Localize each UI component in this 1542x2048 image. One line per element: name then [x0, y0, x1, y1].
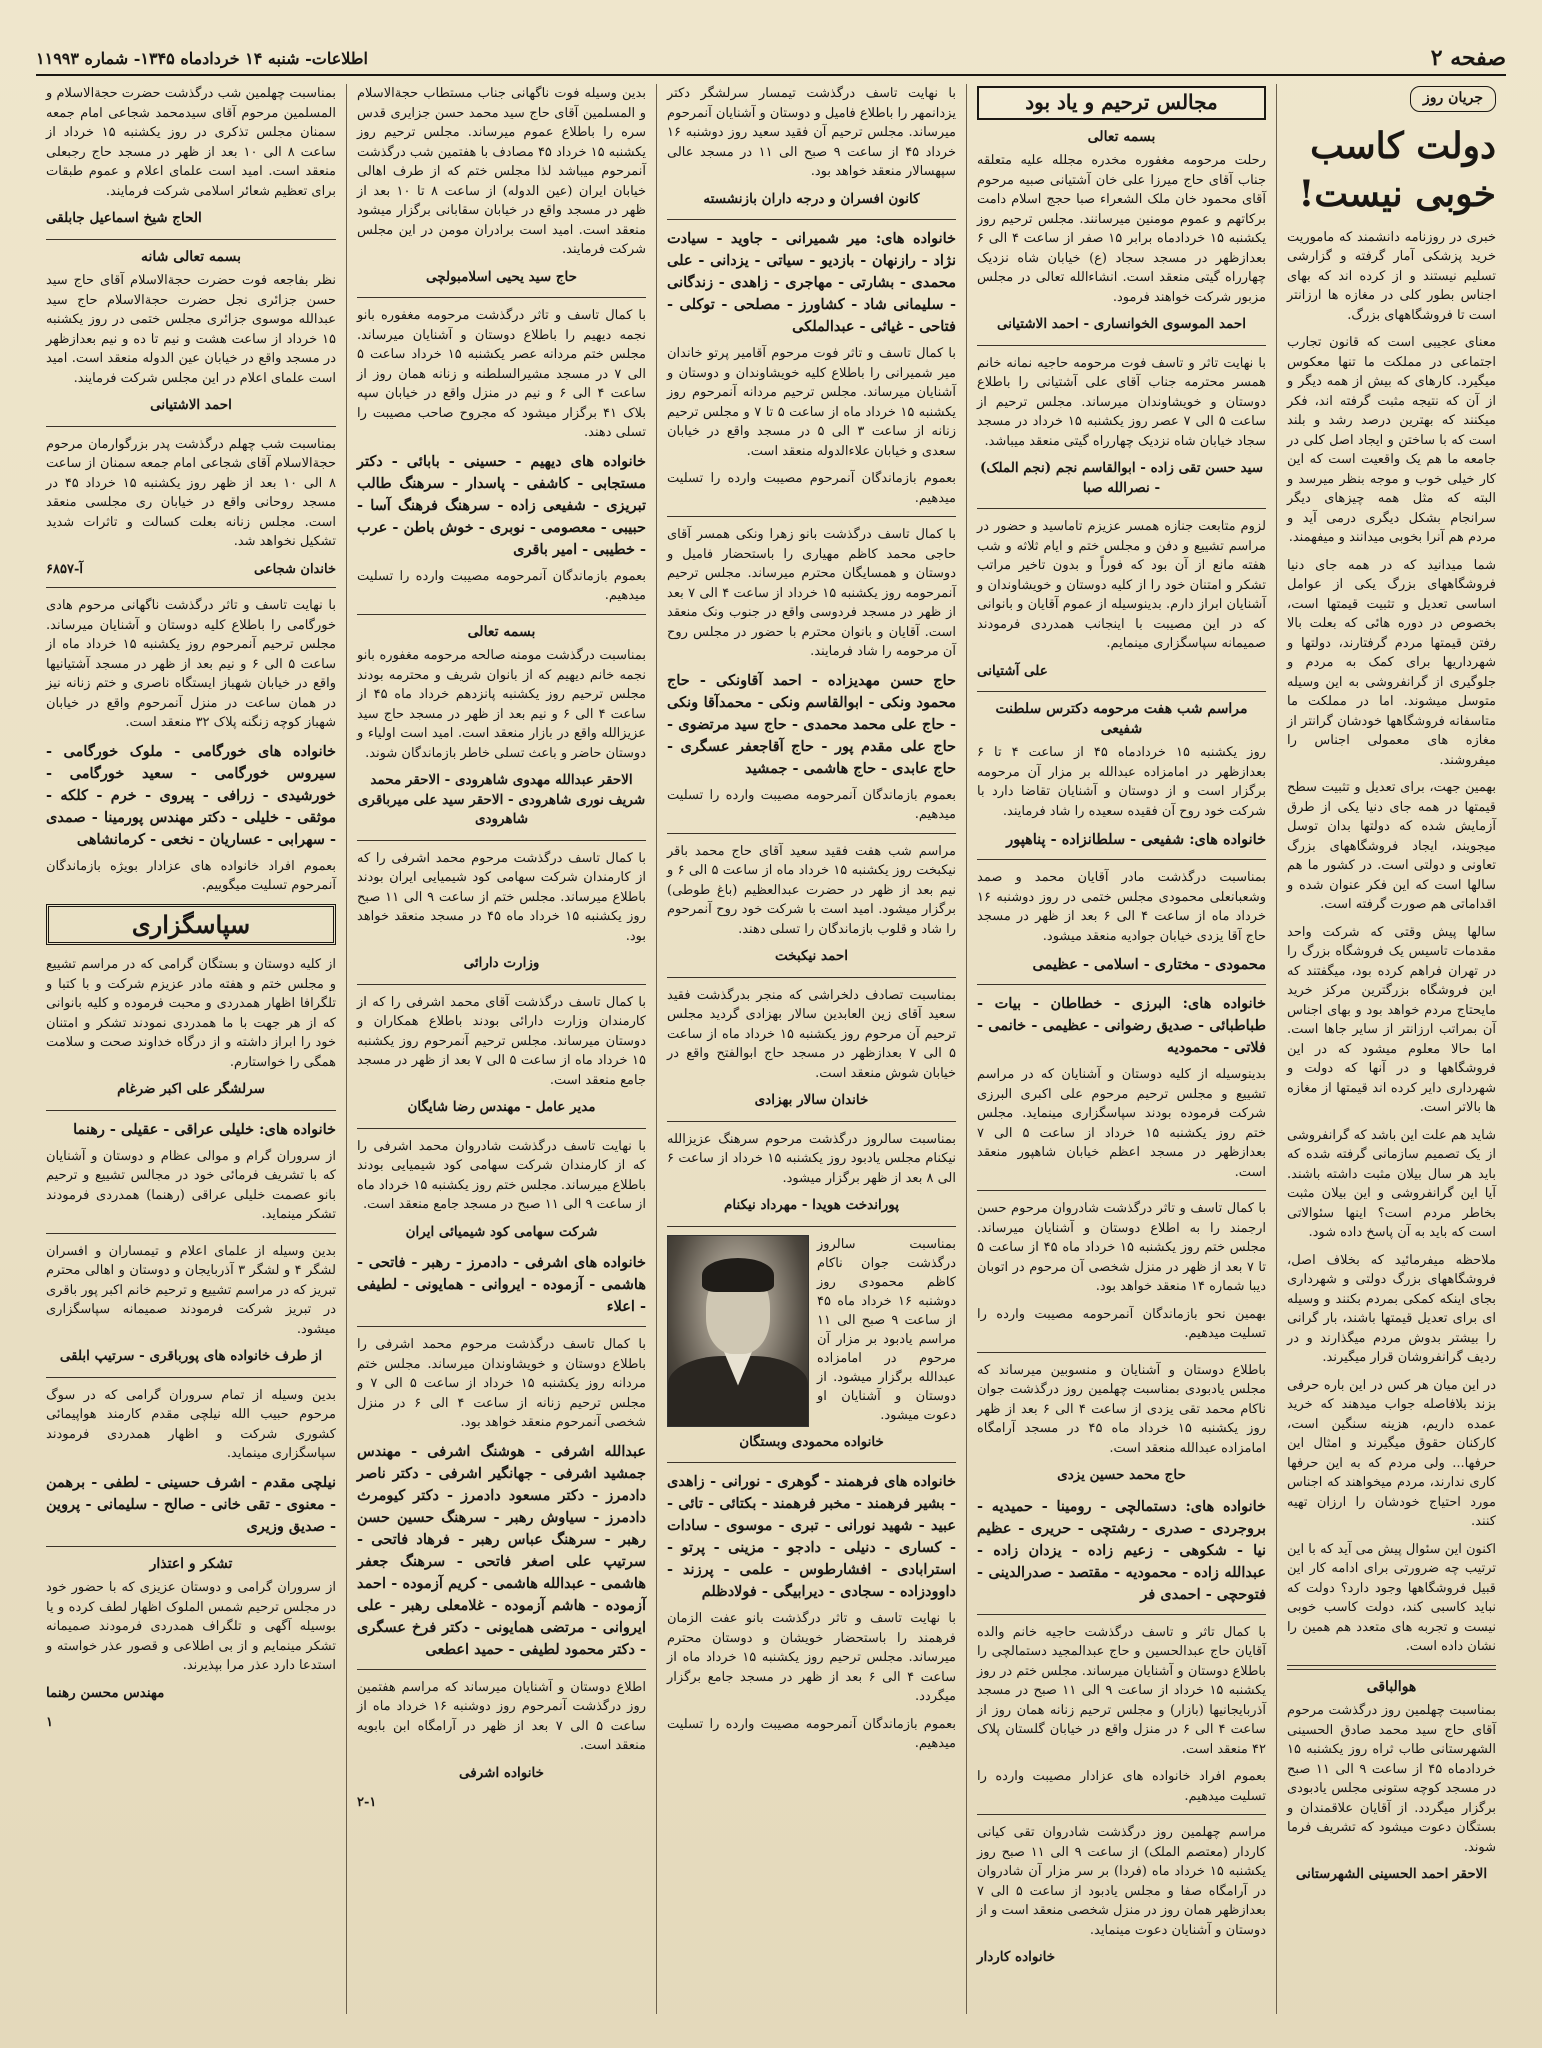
photo-hair-shape — [702, 1258, 774, 1292]
notice-paragraph: روز یکشنبه ۱۵ خردادماه ۴۵ از ساعت ۴ تا ۶ بعدازظهر در امامزاده عبدالله بر مزار آن مرحومه برگزار است و از دوستان و آشنایان تقاضا دارد با شرکت خود روح آن فقیده سعیده را شاد فرمایند. — [977, 745, 1267, 819]
memorial-photo-notice — [667, 1235, 956, 1427]
editorial-paragraph: ملاحظه میفرمائید که بخلاف اصل، فروشگاههای بزرگ دولتی و شهرداری بجای اینکه کمکی بمردم بکنند و وسیله ای برای تعدیل قیمتها باشند، بار گرانی را بیشتر بدوش مردم میگذارند و در ردیف گرانفروشان قرار میگیرند. — [1287, 1252, 1496, 1365]
signature-row — [46, 560, 336, 580]
divider — [357, 1669, 646, 1670]
notice-signature: مدیر عامل - مهندس رضا شایگان — [407, 1099, 596, 1115]
notice-paragraph: با کمال تاسف و تاثر درگذشت مرحومه مغفوره بانو نجمه دیهیم را باطلاع دوستان و آشنایان میرساند. مجلس ختم مردانه عصر یکشنبه ۱۵ خرداد ساعت ۵ الی ۷ در مسجد مشیرالسلطنه و زنانه همان روز از ساعت ۴ الی ۶ و نیم در منزل واقع در خیابان سپه بلاک ۴۱ برگزار میشود که مجروح صاحب مصیبت را تسلی دهند. — [357, 308, 646, 440]
notice-signature: خاندان سالار بهزادی — [754, 1092, 869, 1108]
portrait-photo — [667, 1235, 809, 1427]
notice-paragraph: بدین وسیله از تمام سروران گرامی که در سوگ مرحوم حبیب الله نیلچی مقدم کارمند هواپیمائی کشوری شرکت و اظهار همدردی فرمودند سپاسگزاری مینماید. — [46, 1387, 336, 1461]
notice-paragraph: با کمال تاسف درگذشت آقای محمد اشرفی را که از کارمندان وزارت دارائی بودند باطلاع همکاران و دوستان میرساند. مجلس ترحیم آنمرحوم روز یکشنبه ۱۵ خرداد ماه از ساعت ۵ الی ۷ بعد از ظهر در مسجد جامع منعقد است. — [357, 994, 646, 1088]
notice-signature: سرلشگر علی اکبر ضرغام — [117, 1081, 265, 1097]
notice-signature: مهندس محسن رهنما — [46, 1684, 165, 1701]
column-memorials-1 — [966, 84, 1276, 2014]
divider — [667, 977, 956, 978]
editorial-paragraph: در این میان هر کس در این باره حرفی بزند بلافاصله جواب میدهند که خرید عمده داریم، هزینه سنگین است، کارکنان حقوق میگیرند و امثال این حرفها... ولی مردم که به این حرفها کاری ندارند، مردم میخواهند که اجناس مورد احتیاج خودشان را ارزان تهیه کنند. — [1287, 1377, 1496, 1529]
notice-paragraph: بدین وسیله از علمای اعلام و تیمساران و افسران لشگر ۴ و لشگر ۳ آذربایجان و دوستان و اهالی محترم تبریز که در مراسم تشییع و ترحیم خانم اکبر پور باقری در تبریز شرکت فرمودند صمیمانه سپاسگزاری میشود. — [46, 1243, 336, 1337]
family-list: خانواده های فرهمند - گوهری - نورانی - زاهدی - بشیر فرهمند - مخبر فرهمند - بکتائی - تائی - عبید - شهید نورانی - تبری - موسوی - سادات - کساری - دنیلی - دادجو - مزینی - پرتو - استرابادی - افشارطوس - علمی - پرزند - داوودزاده - سجادی - دیرابیگی - فولادظلم — [667, 1473, 956, 1600]
notice-signature: خاندان شجاعی — [254, 561, 336, 577]
notice-paragraph: بمناسبت شب چهلم درگذشت پدر بزرگوارمان مرحوم حجةالاسلام آقای شجاعی امام جمعه سمنان از ساعت ۸ الی ۱۰ بعد از ظهر روز یکشنبه ۱۵ خرداد ۴۵ در مسجد روحانی واقع در خیابان ری مجلسی منعقد است. مجلس زنانه بعلت کسالت و تاثرات شدید تشکیل نخواهد شد. — [46, 436, 337, 549]
notice-paragraph: بمناسبت درگذشت مومنه صالحه مرحومه مغفوره بانو نجمه خانم دیهیم که از بانوان شریف و محترمه بودند مجلس ترحیم روز یکشنبه پانزدهم خرداد ماه ۴۵ از ساعت ۴ الی ۶ و نیم بعد از ظهر در مسجد حاج سید عزیزالله واقع در بازار منعقد است. امید است اولیاء و دوستان حاضر و باعث تسلی خاطر بازماندگان شوند. — [357, 648, 647, 761]
notice-paragraph: از سروران گرامی و دوستان عزیزی که با حضور خود در مجلس ترحیم شمس الملوک اظهار لطف کرده و یا بوسیله آگهی و تلگراف همدردی فرمودند صمیمانه تشکر مینمایم و از بی اطلاعی و قصور عذر خواسته و استدعا دارد عذر مرا بپذیرند. — [46, 1580, 336, 1673]
editorial-title-line-1: دولت کاسب — [1310, 124, 1496, 167]
notice-signature: الحاج شیخ اسماعیل جابلقی — [46, 210, 202, 226]
family-list: محمودی - مختاری - اسلامی - عظیمی — [1032, 956, 1266, 973]
notice-heading: مراسم شب هفت مرحومه دکترس سلطنت شفیعی — [995, 701, 1248, 737]
notice-paragraph: بعموم بازماندگان آنمرحوم مصیبت وارده را تسلیت میدهیم. — [667, 471, 956, 506]
notice-paragraph: مراسم چهلمین روز درگذشت شادروان تقی کیانی کاردار (معتصم الملک) از ساعت ۹ الی ۱۱ صبح روز یکشنبه ۱۵ خرداد ماه (فردا) بر سر مزار آن شادروان در آرامگاه صفا و مجلس یادبود از ساعت ۵ الی ۷ بعدازظهر همان روز در منزل شخصی منعقد است و از دوستان و آشنایان دعوت مینماید. — [977, 1825, 1266, 1938]
notice-paragraph: با کمال تاسف درگذشت بانو زهرا ونکی همسر آقای حاجی محمد کاظم مهیاری را باستحضار فامیل و دوستان و همسایگان محترم میرساند. مجلس ترحیم آنمرحومه روز یکشنبه ۱۵ خرداد از ساعت ۴ الی ۷ بعد از ظهر در مسجد فردوسی واقع در جنوب ونک منعقد است. آقایان و بانوان محترم با حضور در مجلس روح آن مرحومه را شاد فرمایند. — [667, 527, 956, 659]
divider — [46, 1546, 336, 1547]
divider — [667, 516, 956, 517]
divider — [1287, 1665, 1496, 1670]
editorial-paragraph: شاید هم علت این باشد که گرانفروشی از یک تصمیم سازمانی گرفته شده که باید هر سال بیلان مثبت داشته باشند. آیا این گرانفروشی و این بیلان مثبت بخاطر مردم است؟ اینها سئوالاتی است که باید به آن پاسخ داده شود. — [1287, 1127, 1496, 1240]
notice-signature: حاج سید یحیی اسلامبولچی — [425, 268, 578, 285]
notice-paragraph: بدین وسیله فوت ناگهانی جناب مستطاب حجةالاسلام و المسلمین آقای حاج سید محمد حسن جزایری قدس سره را باطلاع عموم میرساند. مجلس ترحیم روز یکشنبه ۱۵ خرداد ۴۵ مصادف با هفتمین شب درگذشت آنمرحوم میباشد لذا مجلس ختم که از طرف اهالی خیابان ایران (عین الدوله) از ساعت ۸ تا ۱۰ بعد از ظهر در مسجد واقع در خیابان سقابانی برگزار میشود منعقد است. امید است برادران مومن در این مجلس شرکت فرمایند. — [357, 86, 647, 257]
editorial-title-line-2: خوبی نیست! — [1298, 172, 1496, 215]
divider — [667, 1462, 956, 1463]
divider — [357, 840, 646, 841]
divider — [667, 833, 956, 834]
divider — [977, 859, 1266, 860]
notice-signature: خانواده محمودی وبستگان — [739, 1433, 884, 1450]
notice-paragraph: با نهایت تاسف و تاثر درگذشت بانو عفت الزمان فرهمند را باستحضار خویشان و دوستان محترم میرساند. مجلس ترحیم روز یکشنبه ۱۵ خرداد ماه از ساعت ۴ الی ۶ بعد از ظهر در مسجد جامع برگزار میگردد. — [667, 1611, 957, 1704]
family-list: خانواده های دیهیم - حسینی - بابائی - دکتر مستجابی - کاشفی - پاسدار - سرهنگ طالب تبریزی - شفیعی زاده - سرهنگ فرهنگ آسا - حبیبی - معصومی - نوبری - خوش باطن - عرب - خطیبی - امیر باقری — [357, 452, 646, 558]
editorial-paragraph: سالها پیش وقتی که شرکت واحد مقدمات تاسیس یک فروشگاه بزرگ را در تهران فراهم کرده بود، میگفتند که این فروشگاه بزرگترین مرکز خرید مایحتاج مردم خواهد بود و بهای اجناس آن بمراتب ارزانتر از سایر جاها است. اما حالا معلوم میشود که در این فروشگاهها و در آنها که دولت و شهرداری دایر کرده اند قیمتها از مغازه ها بالاتر است. — [1287, 924, 1496, 1115]
editorial-title — [1287, 122, 1496, 218]
editorial-paragraph: بهمین جهت، برای تعدیل و تثبیت سطح قیمتها در همه جای دنیا یکی از طرق آزمایش شده که دولتها بدان توسل میجویند، ایجاد فروشگاههای بزرگ تعاونی و دولتی است. در کشور ما هم سالها است که این فکر عنوان شده و اقداماتی هم صورت گرفته است. — [1287, 780, 1496, 912]
divider — [357, 984, 646, 985]
section-tag: جریان روز — [1410, 86, 1496, 112]
notice-signature: خانواده اشرفی — [459, 1764, 544, 1781]
divider — [357, 1326, 646, 1327]
divider — [46, 587, 336, 588]
divider — [977, 1190, 1266, 1191]
notice-paragraph: باطلاع دوستان و آشنایان و منسوبین میرساند که مجلس یادبودی بمناسبت چهلمین روز درگذشت جوان ناکام محمد تقی یزدی از ساعت ۴ الی ۶ بعد از ظهر روز یکشنبه ۱۵ خرداد ماه ۴۵ در مسجد آرامگاه امامزاده عبدالله منعقد است. — [977, 1362, 1267, 1456]
notice-signature: احمد الموسوی الخوانساری - احمد الاشتیانی — [997, 316, 1246, 332]
family-list: خانواده های خورگامی - ملوک خورگامی - سیروس خورگامی - سعید خورگامی - خورشیدی - زرافی - پیروی - خرم - کلکه - موثقی - خلیلی - دکتر مهندس پورمینا - صمدی - سهرابی - عساریان - نخعی - کرمانشاهی — [46, 742, 336, 848]
divider — [46, 1110, 336, 1111]
family-list: خانواده های: البرزی - خطاطان - بیات - طباطبائی - صدیق رضوانی - عظیمی - خانمی - فلاتی - محمودیه — [977, 995, 1266, 1056]
family-list: خانواده های: دستمالچی - رومینا - حمیدیه - بروجردی - صدری - رشتچی - حریری - عظیم نیا - شکوهی - زعیم زاده - یزدان زاده - عبدالله زاده - محمودیه - مقتصد - صدرالدینی - فتوحچی - احمدی فر — [977, 1497, 1266, 1603]
divider — [357, 297, 646, 298]
notice-paragraph: بمناسبت چهلمین شب درگذشت حضرت حجةالاسلام و المسلمین مرحوم آقای سیدمحمد شجاعی امام جمعه سمنان مجلس تذکری در روز یکشنبه ۱۵ خرداد از ساعت ۸ الی ۱۰ بعد از ظهر در مسجد حاج رجبعلی منعقد است. امید است علمای اعلام و عموم طبقات برای تعظیم شعائر اسلامی شرکت فرمایند. — [46, 86, 336, 199]
notice-signature: احمد الاشتیانی — [150, 397, 232, 413]
notice-signature: سید حسن تقی زاده - ابوالقاسم نجم (نجم الملک) - نصرالله صبا — [979, 460, 1264, 496]
divider — [46, 1377, 336, 1378]
notice-heading: هوالباقی — [1366, 1678, 1417, 1695]
ad-code: ۲-۱ — [357, 1795, 377, 1810]
divider — [977, 508, 1266, 509]
notice-signature: شرکت سهامی کود شیمیائی ایران — [405, 1223, 598, 1240]
notice-paragraph: با کمال تاسف و تاثر درگذشت شادروان مرحوم حسن ارجمند را به اطلاع دوستان و آشنایان میرساند. مجلس ختم روز یکشنبه ۱۵ خرداد ماه ۴۵ از ساعت ۵ تا ۷ بعد از ظهر در منزل شخصی آن مرحوم در اتوبان دیبا شماره ۱۴ منعقد خواهد بود. — [977, 1201, 1266, 1294]
column-editorial — [1276, 84, 1506, 2014]
notice-signature: خانواده کاردار — [977, 1949, 1056, 1965]
page-number: صفحه ۲ — [1430, 45, 1506, 71]
notice-paragraph: با کمال تاسف و تاثر فوت مرحوم آقامیر پرتو خاندان میر شمیرانی را باطلاع کلیه خویشاوندان و دوستان و آشنایان میرساند. مجلس ترحیم مردانه آنمرحوم روز یکشنبه ۱۵ خرداد ماه از ساعت ۵ تا ۷ و مجلس ترحیم زنانه از ساعت ۳ الی ۵ در مسجد واقع در خیابان سعدی و خیابان علاءالدوله منعقد است. — [667, 346, 957, 459]
columns — [36, 84, 1506, 2014]
photo-caption: بمناسبت سالروز درگذشت جوان ناکام کاظم محمودی روز دوشنبه ۱۶ خرداد ماه ۴۵ از ساعت ۹ صبح الی ۱۱ مراسم یادبود بر مزار آن مرحوم در امامزاده عبدالله برگزار میشود. از دوستان و آشنایان او دعوت میشود. — [817, 1236, 956, 1423]
family-list: حاج حسن مهدیزاده - احمد آقاونکی - حاج محمود ونکی - ابوالقاسم ونکی - محمدآقا ونکی - حاج علی محمد محمدی - حاج سید مرتضوی - حاج علی مقدم پور - حاج آقاجعفر عسگری - حاج عابدی - حاج هاشمی - جمشید — [667, 671, 956, 777]
divider — [977, 1814, 1266, 1815]
notice-paragraph: بهمین نحو بازماندگان آنمرحومه مصیبت وارده را تسلیت میدهیم. — [977, 1306, 1266, 1341]
notice-paragraph: رحلت مرحومه مغفوره مخدره مجلله علیه متعلقه جناب آقای حاج میرزا علی خان آشتیانی صبیه مرحوم آقای محمود خان ملک الشعراء صبا حجج اسلام دامت برکاتهم و عموم مومنین میرسانند. مجلس ترحیم روز یکشنبه ۱۵ خردادماه برابر ۱۵ صفر از ساعت ۴ الی ۶ بعدازظهر در مسجد سجاد (ع) خیابان شاه نزدیک چهارراه گیتی منعقد است. انشاءالله تعالی در مجلس مزبور شرکت خواهند فرمود. — [977, 153, 1266, 305]
notice-signature: الاحقر عبدالله مهدوی شاهرودی - الاحقر محمد شریف نوری شاهرودی - الاحقر سید علی میرباقری شاهرودی — [357, 772, 646, 827]
notice-paragraph: بعموم افراد خانواده های عزادار مصیبت وارده را تسلیت میدهیم. — [977, 1769, 1266, 1804]
notice-signature: پوراندخت هویدا - مهرداد نیکنام — [723, 1197, 900, 1213]
divider — [977, 1614, 1266, 1615]
notice-paragraph: نظر بفاجعه فوت حضرت حجةالاسلام آقای حاج سید حسن جزائری نجل حضرت حجةالاسلام حاج سید عبدالله موسوی جزائری مجلس ختمی در روز یکشنبه ۱۵ خرداد از ساعت هشت و نیم تا ده و نیم بعدازظهر در مسجد واقع در خیابان عین الدوله منعقد است. امید است علمای اعلام در این مجلس شرکت فرمایند. — [46, 273, 336, 386]
column-memorials-3 — [346, 84, 656, 2014]
divider — [667, 219, 956, 220]
notice-signature: کانون افسران و درجه داران بازنشسته — [703, 190, 920, 207]
divider — [977, 984, 1266, 985]
notice-paragraph: بعموم بازماندگان آنمرحومه مصیبت وارده را تسلیت میدهیم. — [667, 787, 956, 822]
editorial-paragraph: اکنون این سئوال پیش می آید که با این ترتیب چه ضرورتی برای ادامه کار این قبیل فروشگاهها وجود دارد؟ دولت که نباید کاسبی کند، دولت کاسب خوبی نیست و تجربه های متعدد هم همین را نشان داده است. — [1287, 1541, 1496, 1654]
family-list: عبدالله اشرفی - هوشنگ اشرفی - مهندس جمشید اشرفی - جهانگیر اشرفی - دکتر ناصر دادمرز - دکتر مسعود دادمرز - دکتر کیومرث دادمرز - سیاوش رهبر - سرهنگ حسین حسن رهبر - سرهنگ عباس رهبر - فرهاد فاتحی - سرتیپ علی اصغر فاتحی - سرهنگ جعفر هاشمی - عبدالله هاشمی - کریم آزموده - احمد آزموده - هاشم آزموده - غلامعلی رهبر - علی ایروانی - مرتضی همایونی - دکتر فرخ عسگری - دکتر محمود لطیفی - حمید اعطعی — [357, 1442, 646, 1658]
notice-paragraph: بمناسبت درگذشت مادر آقایان محمد و صمد وشعبانعلی محمودی مجلس ختمی در روز دوشنبه ۱۶ خرداد ماه از ساعت ۴ الی ۶ بعد از ظهر در مسجد حاج آقا یزدی خیابان جوادیه منعقد میشود. — [977, 870, 1266, 944]
editorial-paragraph: خبری در روزنامه دانشمند که ماموریت خرید پزشکی آمار گرفته و گزارشی تسلیم نیستند و از کرده اند که بهای اجناس بطور کلی در مغازه ها ارزانتر است تا فروشگاههای بزرگ. — [1287, 229, 1496, 323]
notice-signature: حاج محمد حسین یزدی — [1057, 1467, 1186, 1483]
thanks-banner: سپاسگزاری — [46, 904, 336, 946]
notice-paragraph: با کمال تاسف درگذشت مرحوم محمد اشرفی را باطلاع دوستان و خویشاوندان میرساند. مجلس ختم مردانه روز یکشنبه ۱۵ خرداد از ساعت ۵ الی ۷ و مجلس ترحیم زنانه از ساعت ۴ الی ۶ در منزل شخصی آنمرحوم منعقد خواهد بود. — [357, 1337, 646, 1430]
memorials-banner: مجالس ترحیم و یاد بود — [977, 86, 1266, 120]
divider — [357, 614, 646, 615]
notice-paragraph: بمناسبت تصادف دلخراشی که منجر بدرگذشت فقید سعید آقای زین العابدین سالار بهزادی گردید مجلس ترحیم آن مرحوم روز یکشنبه ۱۵ خرداد ماه از ساعت ۵ الی ۷ بعدازظهر در مسجد حاج ابوالفتح واقع در خیابان شوش منعقد است. — [667, 987, 956, 1081]
notice-paragraph: با کمال تاثر و تاسف درگذشت حاجیه خانم والده آقایان حاج عبدالحسین و حاج عبدالمجید دستمالچی را باطلاع دوستان و آشنایان میرساند. مجلس ختم در روز یکشنبه ۱۵ خرداد از ساعت ۹ الی ۱۱ صبح در مسجد آذربایجانیها (بازار) و مجلس ترحیم زنانه همان روز از ساعت ۴ الی ۶ در منزل واقع در خیابان گلستان پلاک ۴۲ منعقد است. — [977, 1624, 1266, 1757]
ad-code: ۱ — [46, 1715, 53, 1730]
notice-paragraph: اطلاع دوستان و آشنایان میرساند که مراسم هفتمین روز درگذشت آنمرحوم روز دوشنبه ۱۶ خرداد ماه از ساعت ۵ الی ۷ بعد از ظهر در آرامگاه ابن بابویه منعقد است. — [357, 1679, 647, 1753]
family-list: خانواده های: خلیلی عراقی - عقیلی - رهنما — [73, 1120, 336, 1138]
notice-heading: بسمه تعالی — [467, 623, 536, 640]
page-header — [36, 42, 1506, 76]
divider — [357, 1128, 646, 1129]
divider — [46, 426, 336, 427]
divider — [667, 1121, 956, 1122]
notice-paragraph: لزوم متابعت جنازه همسر عزیزم تاماسید و حضور در مراسم تشییع و دفن و مجلس ختم و ایام ثلاثه و شب هفته مانع از آن بود که فوراً و بدون تاخیر مراتب تشکر و امتنان خود را از کلیه دوستان و خویشاوندان و آشنایان ابراز دارم. بدینوسیله از عموم آقایان و بانوانی که در این مصیبت با اینجانب همدردی فرمودند صمیمانه سپاسگزاری مینمایم. — [977, 519, 1266, 651]
column-memorials-2 — [656, 84, 966, 2014]
family-list: نیلچی مقدم - اشرف حسینی - لطفی - برهمن - معنوی - تقی خانی - صالح - سلیمانی - پروین - صدیق وزیری — [46, 1473, 336, 1535]
notice-signature: از طرف خانواده های پورباقری - سرتیپ ابلقی — [59, 1348, 323, 1364]
notice-paragraph: با نهایت تاسف درگذشت شادروان محمد اشرفی را که از کارمندان شرکت سهامی کود شیمیایی بودند باطلاع میرساند. مجلس ختم روز یکشنبه ۱۵ خرداد ماه از ساعت ۹ الی ۱۱ صبح در مسجد جامع منعقد است. — [357, 1138, 646, 1212]
notice-paragraph: بمناسبت چهلمین روز درگذشت مرحوم آقای حاج سید محمد صادق الحسینی الشهرستانی طاب ثراه روز یکشنبه ۱۵ خردادماه ۴۵ از ساعت ۹ الی ۱۱ صبح در مسجد کوچه ستونی مجلس یادبودی برگزار میگردد. از آقایان علاقمندان و بستگان دعوت میشود که تشریف فرما شوند. — [1287, 1703, 1496, 1855]
divider — [977, 345, 1266, 346]
notice-paragraph: با نهایت تاثر و تاسف فوت مرحومه حاجیه نمانه خانم همسر محترمه جناب آقای علی آشتیانی را باطلاع دوستان و خویشاوندان میرساند. مجلس ترحیم از ساعت ۵ الی ۷ عصر روز یکشنبه ۱۵ خرداد در مسجد سجاد خیابان شاه نزدیک چهارراه گیتی منعقد میباشد. — [977, 355, 1267, 449]
notice-paragraph: بدینوسیله از کلیه دوستان و آشنایان که در مراسم تشییع و مجلس ترحیم مرحوم علی اکبری البرزی شرکت فرموده بودند سپاسگزاری مینماید. مجلس ختم روز یکشنبه ۱۵ خرداد از ساعت ۵ الی ۷ بعدازظهر در مسجد اعظم خیابان شاهپور منعقد است. — [977, 1067, 1266, 1180]
notice-signature: وزارت دارائی — [463, 955, 540, 971]
family-list: خانواده های: شفیعی - سلطانزاده - پناهپور — [1006, 831, 1266, 848]
notice-paragraph: بعموم افراد خانواده های عزادار بویژه بازماندگان آنمرحوم تسلیت میگوییم. — [46, 858, 336, 893]
editorial-paragraph: شما میدانید که در همه جای دنیا فروشگاههای بزرگ یکی از عوامل اساسی تعدیل و تثبیت قیمتها است، بخصوص در دوره هائی که بعلت بالا رفتن قیمتها مردم گرفتارند، دولتها و شهرداریها برای کمک به مردم و جلوگیری از گرانفروشی به این وسیله متوسل میشوند. اما در مملکت ما متاسفانه فروشگاهها خودشان گرانتر از مغازه های معمولی اجناس را میفروشند. — [1287, 557, 1496, 768]
divider — [46, 239, 336, 240]
notice-paragraph: با کمال تاسف درگذشت مرحوم محمد اشرفی را که از کارمندان شرکت سهامی کود شیمیایی ایران بودند باطلاع میرساند. مجلس ختم از ساعت ۹ الی ۱۱ صبح روز یکشنبه ۱۵ خرداد ماه ۴۵ در مسجد منعقد خواهد بود. — [357, 850, 646, 944]
column-memorials-4 — [36, 84, 346, 2014]
divider — [46, 1233, 336, 1234]
notice-heading: تشکر و اعتذار — [149, 1555, 233, 1572]
notice-signature: احمد نیکبخت — [774, 948, 849, 964]
divider — [977, 1352, 1266, 1353]
notice-signature: علی آشتیانی — [977, 662, 1048, 679]
notice-signature: الاحقر احمد الحسینی الشهرستانی — [1295, 1866, 1488, 1882]
ad-code: آ-۶۸۵۷ — [46, 561, 83, 577]
family-list: خانواده های: میر شمیرانی - جاوید - سیادت نژاد - رازنهان - بازدیو - سیاتی - یزدانی - علی محمدی - بشارتی - مهاجری - زاهدی - زندگانی - سلیمانی شاد - کشاورز - مصلحی - توکلی - فتاحی - غیاثی - عبدالملکی — [667, 230, 956, 335]
notice-paragraph: بعموم بازماندگان آنمرحومه مصیبت وارده را تسلیت میدهیم. — [357, 568, 646, 603]
notice-paragraph: از سروران گرام و موالی عظام و دوستان و آشنایان که با تشریف فرمائی خود در مجالس تشییع و ترحیم بانو عصمت خلیلی عراقی (رهنما) همدردی فرمودند تشکر مینماید. — [46, 1148, 336, 1222]
notice-heading: بسمه تعالی — [1087, 128, 1156, 145]
editorial-paragraph: معنای عجیبی است که قانون تجارب اجتماعی در مملکت ما تنها معکوس میگیرد. کارهای که بیش از همه دیگر و از آن که نتیجه مثبت گرفته اند، فکر میکنند که بهترین درصد رشد و بلند است که با ساختن و ایجاد اصل کلی در جامعه ما هم یک واقعیت است که این کار خیلی خوب و موجه بنظر میرسد و البته که مثل همه چیزهای دیگر سرانجام بشکل دیگری درمی آید و مردم هم آنرا بخوبی میدانند و میفهمند. — [1287, 335, 1496, 545]
notice-paragraph: از کلیه دوستان و بستگان گرامی که در مراسم تشییع و مجلس ختم و هفته مادر عزیزم شرکت و با کتبا و تلگرافا اظهار همدردی و محبت فرموده و کلیه بانوانی که از هر جهت با ما همدردی نمودند تشکر و امتنان خود را ابراز داشته و از درگاه خداوند صحت و سلامت همگی را خواستارم. — [46, 957, 336, 1070]
notice-paragraph: بعموم بازماندگان آنمرحومه مصیبت وارده را تسلیت میدهیم. — [667, 1716, 956, 1751]
notice-paragraph: بمناسبت سالروز درگذشت مرحوم سرهنگ عزیزالله نیکنام مجلس یادبود روز یکشنبه ۱۵ خرداد از ساعت ۶ الی ۸ بعد از ظهر برگزار میشود. — [667, 1131, 956, 1186]
divider — [667, 1226, 956, 1227]
notice-paragraph: با نهایت تاسف درگذشت تیمسار سرلشگر دکتر یزدانمهر را باطلاع فامیل و دوستان و آشنایان آنمرحوم میرساند. مجلس ترحیم آن فقید سعید روز دوشنبه ۱۶ خرداد ۴۵ از ساعت ۹ صبح الی ۱۱ در مسجد عالی سپهسالار منعقد خواهد بود. — [667, 86, 956, 179]
divider — [977, 691, 1266, 692]
family-list: خانواده های اشرفی - دادمرز - رهبر - فاتحی - هاشمی - آزموده - ایروانی - همایونی - لطیفی - اعلاء — [357, 1254, 646, 1315]
notice-heading: بسمه تعالی شانه — [141, 248, 241, 265]
issue-line: اطلاعات- شنبه ۱۴ خردادماه ۱۳۴۵- شماره ۱۱۹۹۳ — [36, 48, 368, 68]
notice-paragraph: با نهایت تاسف و تاثر درگذشت ناگهانی مرحوم هادی خورگامی را باطلاع کلیه دوستان و آشنایان میرساند. مجلس ترحیم آنمرحوم روز یکشنبه ۱۵ خرداد ماه از ساعت ۵ الی ۶ و نیم بعد از ظهر در مسجد آشتیانیها واقع در خیابان شهباز ایستگاه ناصری و ختم زنانه نیز در همان ساعت در منزل آنمرحوم واقع در خیابان شهباز کوچه زنگنه پلاک ۳۲ منعقد است. — [46, 598, 337, 730]
notice-paragraph: مراسم شب هفت فقید سعید آقای حاج محمد باقر نیکبخت روز یکشنبه ۱۵ خرداد ماه از ساعت ۵ الی ۶ و نیم بعد از ظهر در حضرت عبدالعظیم (باغ طوطی) برگزار میشود. امید است با شرکت خود روح آنمرحوم را شاد و قلوب بازماندگان را تسلی دهند. — [667, 843, 956, 937]
